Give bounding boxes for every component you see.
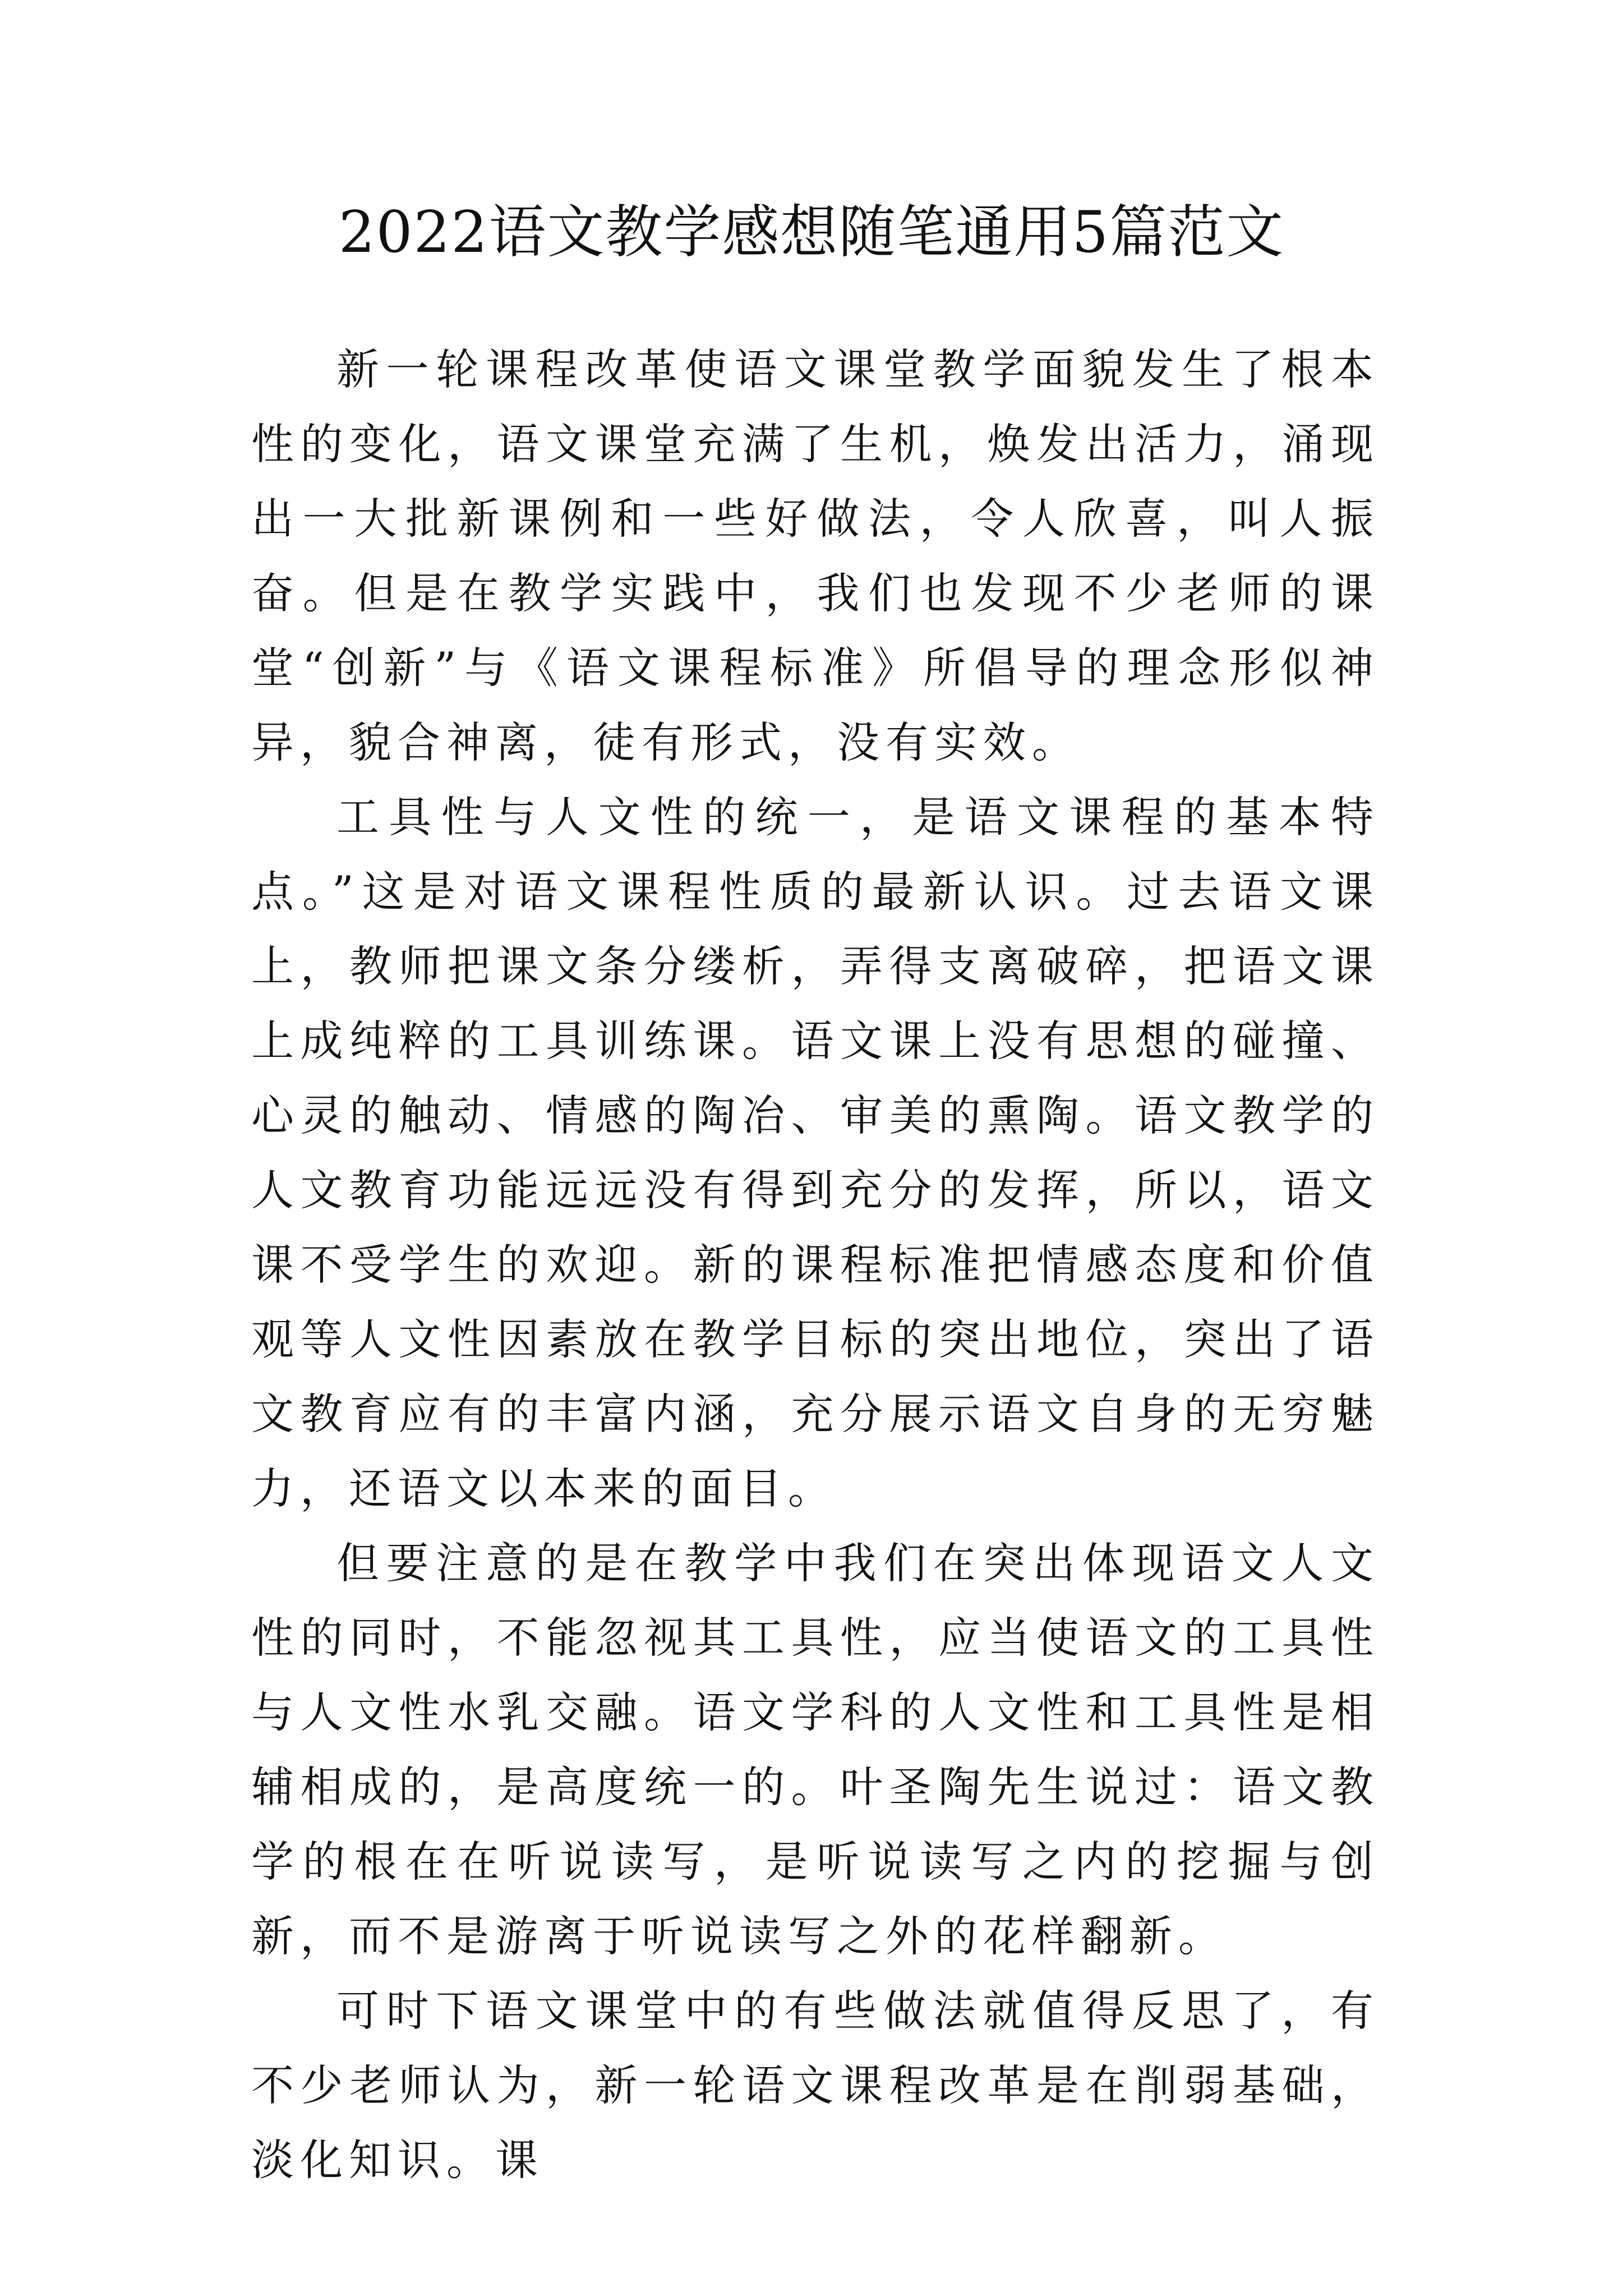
paragraph-3: 但要注意的是在教学中我们在突出体现语文人文性的同时，不能忽视其工具性，应当使语文的工具性与人文性水乳交融。语文学科的人文性和工具性是相辅相成的，是高度统一的。叶圣陶先生说过：语文教学的根在在听说读写，是听说读写之内的挖掘与创新，而不是游离于听说读写之外的花样翻新。 (251, 1538, 1380, 1961)
paragraph-1: 新一轮课程改革使语文课堂教学面貌发生了根本性的变化，语文课堂充满了生机，焕发出活力，涌现出一大批新课例和一些好做法，令人欣喜，叫人振奋。但是在教学实践中，我们也发现不少老师的课堂“创新”与《语文课程标准》所倡导的理念形似神异，貌合神离，徒有形式，没有实效。 (251, 344, 1380, 767)
paragraph-2: 工具性与人文性的统一，是语文课程的基本特点。”这是对语文课程性质的最新认识。过去语文课上，教师把课文条分缕析，弄得支离破碎，把语文课上成纯粹的工具训练课。语文课上没有思想的碰撞、心灵的触动、情感的陶冶、审美的熏陶。语文教学的人文教育功能远远没有得到充分的发挥，所以，语文课不受学生的欢迎。新的课程标准把情感态度和价值观等人文性因素放在教学目标的突出地位，突出了语文教育应有的丰富内涵，充分展示语文自身的无穷魅力，还语文以本来的面目。 (251, 792, 1380, 1513)
document-body (251, 332, 1380, 2197)
paragraph-4: 可时下语文课堂中的有些做法就值得反思了，有不少老师认为，新一轮语文课程改革是在削弱基础，淡化知识。课 (251, 1986, 1380, 2185)
document-title: 2022语文教学感想随笔通用5篇范文 (338, 199, 1285, 266)
